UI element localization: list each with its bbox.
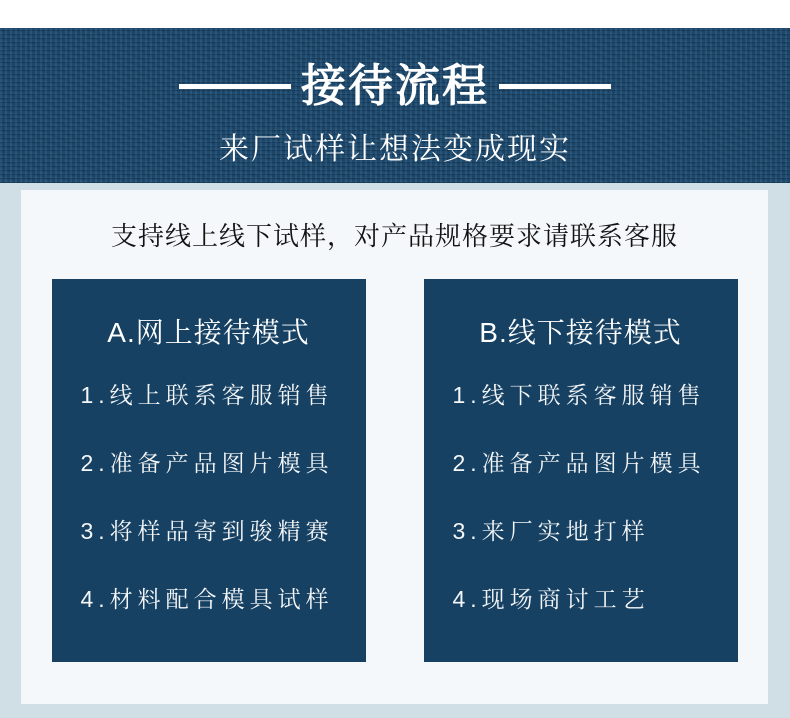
offline-mode-step-4: 4.现场商讨工艺 xyxy=(452,586,650,612)
offline-mode-step-3: 3.来厂实地打样 xyxy=(452,518,650,544)
top-strip xyxy=(0,0,790,28)
page-title: 接待流程 xyxy=(300,60,489,111)
online-mode-step-3: 3.将样品寄到骏精赛 xyxy=(80,518,334,544)
offline-mode-step-1: 1.线下联系客服销售 xyxy=(452,382,706,408)
header-banner xyxy=(0,28,790,183)
online-mode-step-1: 1.线上联系客服销售 xyxy=(80,382,334,408)
offline-mode-title: B.线下接待模式 xyxy=(479,317,682,348)
title-dash-right xyxy=(499,84,611,89)
offline-mode-step-2: 2.准备产品图片模具 xyxy=(452,450,706,476)
online-mode-step-4: 4.材料配合模具试样 xyxy=(80,586,334,612)
title-row xyxy=(0,58,790,114)
title-dash-left xyxy=(179,84,291,89)
content-background xyxy=(0,183,790,718)
offline-mode-box xyxy=(424,279,738,662)
online-mode-title: A.网上接待模式 xyxy=(107,317,310,348)
online-mode-step-2: 2.准备产品图片模具 xyxy=(80,450,334,476)
support-heading: 支持线上线下试样，对产品规格要求请联系客服 xyxy=(110,221,678,251)
mode-boxes-row xyxy=(21,279,768,662)
content-card xyxy=(21,190,768,704)
header-subtitle: 来厂试样让想法变成现实 xyxy=(219,133,571,166)
online-mode-box xyxy=(52,279,366,662)
